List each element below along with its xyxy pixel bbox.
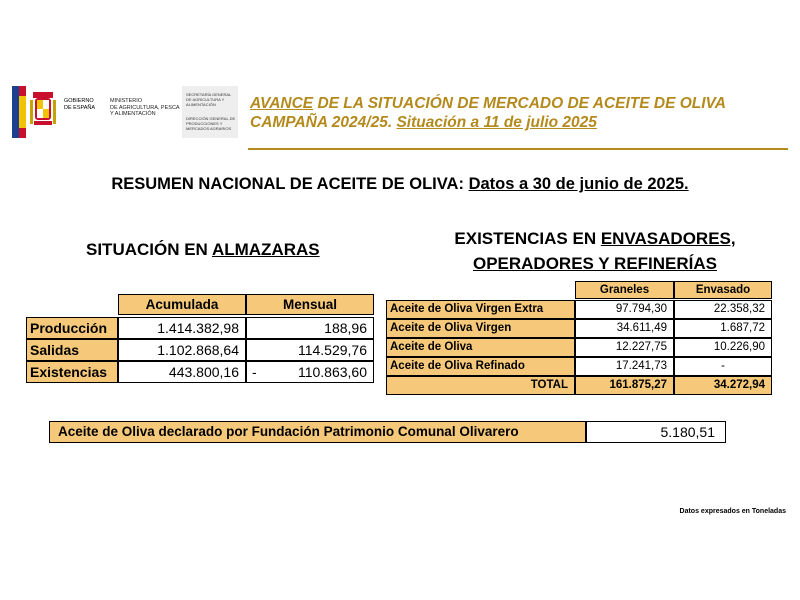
col-header-envasado: Envasado: [674, 281, 772, 299]
row-label-aov: Aceite de Oliva Virgen: [386, 319, 575, 338]
row-label-ao: Aceite de Oliva: [386, 338, 575, 357]
value-salidas-mensual: 114.529,76: [246, 339, 374, 361]
row-label-existencias: Existencias: [26, 361, 118, 383]
col-header-mensual: Mensual: [246, 294, 374, 315]
units-note: Datos expresados en Toneladas: [679, 508, 786, 515]
row-label-aor: Aceite de Oliva Refinado: [386, 357, 575, 376]
fundacion-value: 5.180,51: [586, 421, 726, 443]
summary-heading: RESUMEN NACIONAL DE ACEITE DE OLIVA: Datos a 30 de junio de 2025.: [111, 175, 689, 193]
total-envasado: 34.272,94: [674, 376, 772, 395]
value-existencias-acumulada: 443.800,16: [118, 361, 246, 383]
value-ao-envasado: 10.226,90: [674, 338, 772, 357]
value-produccion-acumulada: 1.414.382,98: [118, 317, 246, 339]
value-salidas-acumulada: 1.102.868,64: [118, 339, 246, 361]
secretariat-name: SECRETARÍA GENERAL DE AGRICULTURA Y ALIMENTACIÓN: [186, 92, 232, 107]
existencias-heading: EXISTENCIAS EN ENVASADORES, OPERADORES Y REFINERÍAS: [454, 229, 736, 273]
directorate-name: DIRECCIÓN GENERAL DE PRODUCCIONES Y MERCADOS AGRARIOS: [186, 116, 236, 131]
page-title: AVANCE DE LA SITUACIÓN DE MERCADO DE ACEITE DE OLIVA CAMPAÑA 2024/25. Situación a 11 de julio 2025: [250, 95, 726, 131]
title-divider: [248, 148, 788, 150]
value-aov-graneles: 34.611,49: [575, 319, 674, 338]
value-aor-envasado: -: [674, 357, 772, 376]
row-label-aove: Aceite de Oliva Virgen Extra: [386, 300, 575, 319]
total-graneles: 161.875,27: [575, 376, 674, 395]
government-name: GOBIERNO DE ESPAÑA: [64, 98, 96, 111]
value-aove-graneles: 97.794,30: [575, 300, 674, 319]
almazaras-heading: SITUACIÓN EN ALMAZARAS: [86, 240, 320, 259]
value-aove-envasado: 22.358,32: [674, 300, 772, 319]
col-header-graneles: Graneles: [575, 281, 674, 299]
row-label-produccion: Producción: [26, 317, 118, 339]
coat-of-arms-icon: [30, 90, 56, 132]
value-ao-graneles: 12.227,75: [575, 338, 674, 357]
ministry-name: MINISTERIO DE AGRICULTURA, PESCA Y ALIMENTACIÓN: [110, 98, 180, 117]
department-box: [182, 86, 238, 138]
fundacion-label: Aceite de Oliva declarado por Fundación Patrimonio Comunal Olivarero: [49, 421, 586, 443]
value-existencias-mensual: - 110.863,60: [246, 361, 374, 383]
value-aor-graneles: 17.241,73: [575, 357, 674, 376]
flag-icon: [12, 86, 26, 138]
value-aov-envasado: 1.687,72: [674, 319, 772, 338]
value-produccion-mensual: 188,96: [246, 317, 374, 339]
total-label: TOTAL: [386, 376, 575, 395]
government-logo: [12, 86, 238, 138]
col-header-acumulada: Acumulada: [118, 294, 246, 315]
negative-sign: -: [252, 364, 257, 380]
row-label-salidas: Salidas: [26, 339, 118, 361]
